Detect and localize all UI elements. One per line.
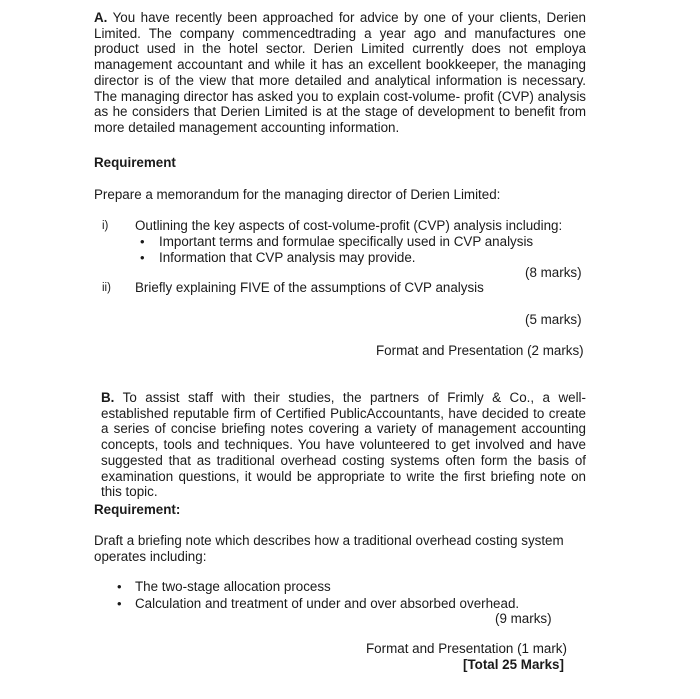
item-i-text: Outlining the key aspects of cost-volume-profit (CVP) analysis including:: [135, 218, 563, 233]
section-b-text: To assist staff with their studies, the partners of Frimly & Co., a well-established reputable firm of Certified PublicAccountants, have decided to create a series of concise briefing notes covering a variety of management accounting concepts, tools and techniques. You have volunteered to get involved and have suggested that as traditional overhead costing systems often form the basis of examination questions, it would be appropriate to write the first briefing note on this topic.: [101, 390, 586, 500]
item-ii-marks: (5 marks): [525, 312, 582, 327]
item-ii-numeral: ii): [102, 282, 111, 294]
section-a-text: You have recently been approached for advice by one of your clients, Derien Limited. The company commencedtrading a year ago and manufactures one product used in the hotel sector. Derien Limited currently does not employa management accountant and while it has an excellent bookkeeper, the managing director is of the view that more detailed and analytical information is necessary. The managing director has asked you to explain cost-volume- profit (CVP) analysis as he considers that Derien Limited is at the stage of development to benefit from more detailed management accounting information.: [94, 10, 587, 135]
section-b-requirement-heading: Requirement:: [94, 502, 181, 517]
section-a-format-marks: Format and Presentation (2 marks): [376, 343, 584, 358]
section-b-instruction: Draft a briefing note which describes how a traditional overhead costing system operates including:: [94, 533, 564, 564]
bullet-icon: •: [140, 234, 145, 249]
section-b-paragraph: [101, 390, 586, 500]
section-a-requirement-heading: Requirement: [94, 155, 176, 170]
section-a-instruction: Prepare a memorandum for the managing director of Derien Limited:: [94, 187, 501, 202]
item-i-bullet-2: Information that CVP analysis may provide.: [159, 250, 416, 265]
bullet-icon: •: [117, 579, 122, 594]
section-b-marks: (9 marks): [495, 611, 552, 626]
section-b-bullet-1: The two-stage allocation process: [135, 579, 331, 594]
item-i-bullet-1: Important terms and formulae specifically used in CVP analysis: [159, 234, 534, 249]
bullet-icon: •: [140, 250, 145, 265]
total-marks: [Total 25 Marks]: [463, 657, 564, 672]
section-a-label: A.: [94, 10, 108, 25]
section-b-label: B.: [101, 390, 115, 405]
item-ii-text: Briefly explaining FIVE of the assumptions of CVP analysis: [135, 280, 484, 295]
section-a-paragraph: [94, 10, 586, 136]
item-i-numeral: i): [102, 220, 109, 232]
item-i-marks: (8 marks): [525, 265, 582, 280]
section-b-bullet-2: Calculation and treatment of under and over absorbed overhead.: [135, 596, 520, 611]
bullet-icon: •: [117, 596, 122, 611]
section-b-format-marks: Format and Presentation (1 mark): [366, 641, 567, 656]
